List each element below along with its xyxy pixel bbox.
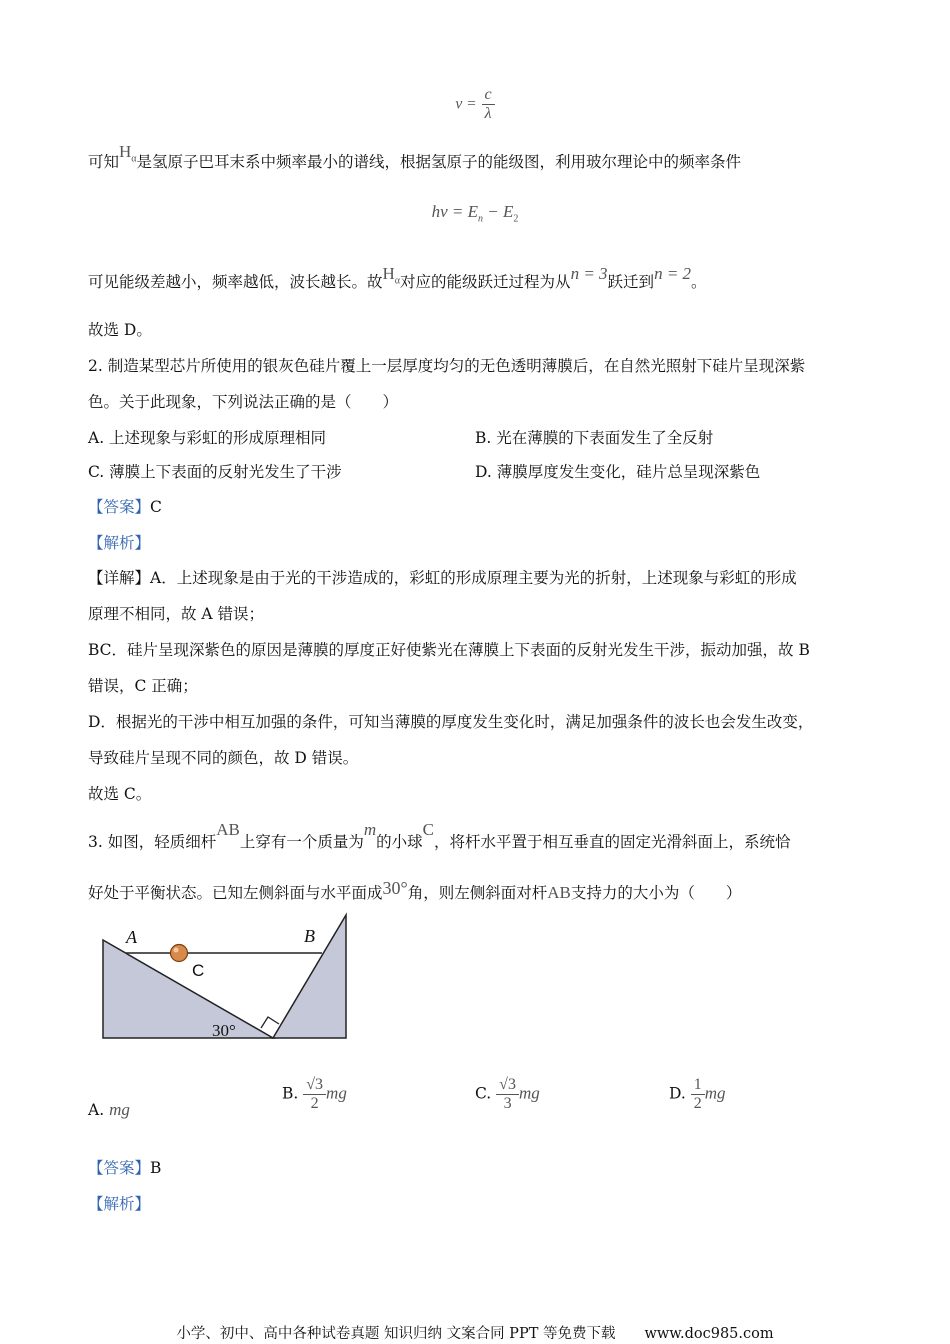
- q3-option-b-den: 2: [310, 1095, 319, 1112]
- q3-option-d-expr: mg: [704, 1083, 726, 1103]
- paragraph-transition: [88, 264, 870, 299]
- q2-detail-line4: 错误，C 正确；: [88, 677, 198, 695]
- q3-stem-line1: [88, 820, 870, 852]
- p2-to: n = 2: [654, 264, 692, 283]
- right-angle-mark: [261, 1017, 279, 1028]
- p2-from: n = 3: [570, 264, 608, 283]
- q3-mass: m: [363, 820, 377, 839]
- conclusion-d: 故选 D。: [88, 321, 152, 339]
- p2-mid: 对应的能级跃迁过程为从: [400, 273, 571, 291]
- q2-detail-text1: A．上述现象是由于光的干涉造成的，彩虹的形成原理主要为光的折射，上述现象与彩虹的形成: [150, 569, 797, 587]
- formula1-den: λ: [484, 105, 492, 122]
- q2-analysis-label: [88, 533, 870, 553]
- p1-pre: 可知: [88, 153, 120, 171]
- label-angle: 30°: [212, 1021, 236, 1040]
- q2-detail-tag: 【详解】: [88, 569, 151, 587]
- p2-symbol: H: [382, 264, 395, 283]
- q2-answer-label: 【答案】: [88, 498, 151, 516]
- p1-post: 是氢原子巴耳末系中频率最小的谱线，根据氢原子的能级图，利用玻尔理论中的频率条件: [136, 153, 742, 171]
- q3-option-c-label: C.: [475, 1084, 492, 1103]
- q2-detail-line6: 导致硅片呈现不同的颜色，故 D 错误。: [88, 749, 359, 767]
- q3-answer: [88, 1158, 870, 1178]
- formula-bohr: [0, 202, 950, 229]
- p2-end: 。: [691, 273, 707, 291]
- q3-rod2: AB: [547, 883, 571, 902]
- q3-stem-line2: [88, 878, 870, 903]
- p2-pre: 可见能级差越小，频率越低，波长越长。故: [88, 273, 383, 291]
- q3-option-a-label: A.: [88, 1101, 105, 1119]
- q2-detail-line1: [88, 568, 870, 588]
- formula1-num: c: [482, 86, 495, 105]
- q3-rod: AB: [216, 820, 240, 839]
- q3-option-b-label: B.: [282, 1084, 299, 1103]
- q3-answer-value: B: [150, 1159, 162, 1177]
- q3-post: ，将杆水平置于相互垂直的固定光滑斜面上，系统恰: [434, 833, 791, 851]
- q2-answer-value: C: [150, 498, 162, 516]
- label-c: C: [192, 961, 205, 980]
- q3-option-b-frac: [303, 1076, 326, 1113]
- q3-pre: 3. 如图，轻质细杆: [88, 833, 217, 851]
- p1-symbol: H: [119, 142, 132, 161]
- formula-frequency: [0, 86, 950, 123]
- q2-conclusion: 故选 C。: [88, 785, 152, 803]
- formula2-sub-2: 2: [513, 213, 519, 225]
- q2-detail-line3: BC．硅片呈现深紫色的原因是薄膜的厚度正好使紫光在薄膜上下表面的反射光发生干涉，振动加强，故 B: [88, 641, 810, 659]
- q3-option-c-expr: mg: [518, 1083, 540, 1103]
- q3-mid1: 上穿有一个质量为: [239, 833, 364, 851]
- label-b: B: [304, 926, 315, 946]
- q2-option-d: D. 薄膜厚度发生变化，硅片总呈现深紫色: [475, 463, 761, 481]
- formula2-mid: − E: [483, 202, 514, 221]
- q2-option-c: C. 薄膜上下表面的反射光发生了干涉: [88, 463, 342, 481]
- q3-option-b: [282, 1076, 347, 1113]
- ball-c: [171, 945, 188, 962]
- q2-stem-line2: 色。关于此现象，下列说法正确的是（ ）: [88, 393, 399, 411]
- q2-analysis-tag: 【解析】: [88, 534, 151, 552]
- q3-option-b-num: √3: [303, 1076, 326, 1095]
- p2-sub: α: [394, 275, 401, 287]
- q2-detail-line5: D．根据光的干涉中相互加强的条件，可知当薄膜的厚度发生变化时，满足加强条件的波长也会发生改变，: [88, 713, 814, 731]
- formula2-sub-n: n: [478, 213, 484, 225]
- formula2-lhs: hν = E: [431, 202, 479, 221]
- q2-detail-line2: 原理不相同，故 A 错误；: [88, 605, 265, 623]
- q3-option-c-frac: [496, 1076, 519, 1113]
- q3-figure: [98, 910, 358, 1045]
- left-slope: [103, 940, 273, 1038]
- q3-answer-label: 【答案】: [88, 1159, 151, 1177]
- p1-sub: α: [131, 153, 137, 165]
- q2-option-a: A. 上述现象与彩虹的形成原理相同: [88, 429, 327, 447]
- q3-line2-post: 支持力的大小为（ ）: [570, 884, 742, 902]
- q3-mid2: 的小球: [376, 833, 423, 851]
- q3-analysis-tag: 【解析】: [88, 1195, 151, 1213]
- q3-option-d: [669, 1076, 726, 1113]
- q3-option-a-expr: mg: [109, 1100, 130, 1119]
- page-footer: 小学、初中、高中各种试卷真题 知识归纳 文案合同 PPT 等免费下载 www.doc985.com: [176, 1326, 774, 1342]
- q3-option-c: [475, 1076, 540, 1113]
- q3-option-a: [88, 1100, 130, 1120]
- formula1-fraction: [482, 86, 495, 123]
- ball-highlight: [174, 948, 179, 953]
- paragraph-halpha: [88, 142, 870, 179]
- q2-stem-line1: 2. 制造某型芯片所使用的银灰色硅片覆上一层厚度均匀的无色透明薄膜后，在自然光照射下硅片呈现深紫: [88, 357, 806, 375]
- formula1-lhs: ν =: [455, 95, 477, 113]
- q3-option-d-num: 1: [691, 1076, 705, 1095]
- p2-mid2: 跃迁到: [607, 273, 655, 291]
- q3-angle: 30°: [382, 878, 408, 898]
- q3-analysis-label: [88, 1194, 870, 1214]
- q3-option-d-den: 2: [693, 1095, 702, 1112]
- q3-option-b-expr: mg: [326, 1083, 347, 1103]
- q2-answer: [88, 497, 870, 517]
- q3-option-d-frac: [691, 1076, 705, 1113]
- q3-ball: C: [422, 820, 434, 839]
- q3-option-c-den: 3: [503, 1095, 512, 1112]
- q3-option-d-label: D.: [669, 1084, 686, 1103]
- q2-option-b: B. 光在薄膜的下表面发生了全反射: [475, 429, 714, 447]
- q3-option-c-num: √3: [496, 1076, 519, 1095]
- q3-line2-pre: 好处于平衡状态。已知左侧斜面与水平面成: [88, 884, 383, 902]
- q3-line2-mid: 角，则左侧斜面对杆: [407, 884, 548, 902]
- label-a: A: [126, 927, 137, 947]
